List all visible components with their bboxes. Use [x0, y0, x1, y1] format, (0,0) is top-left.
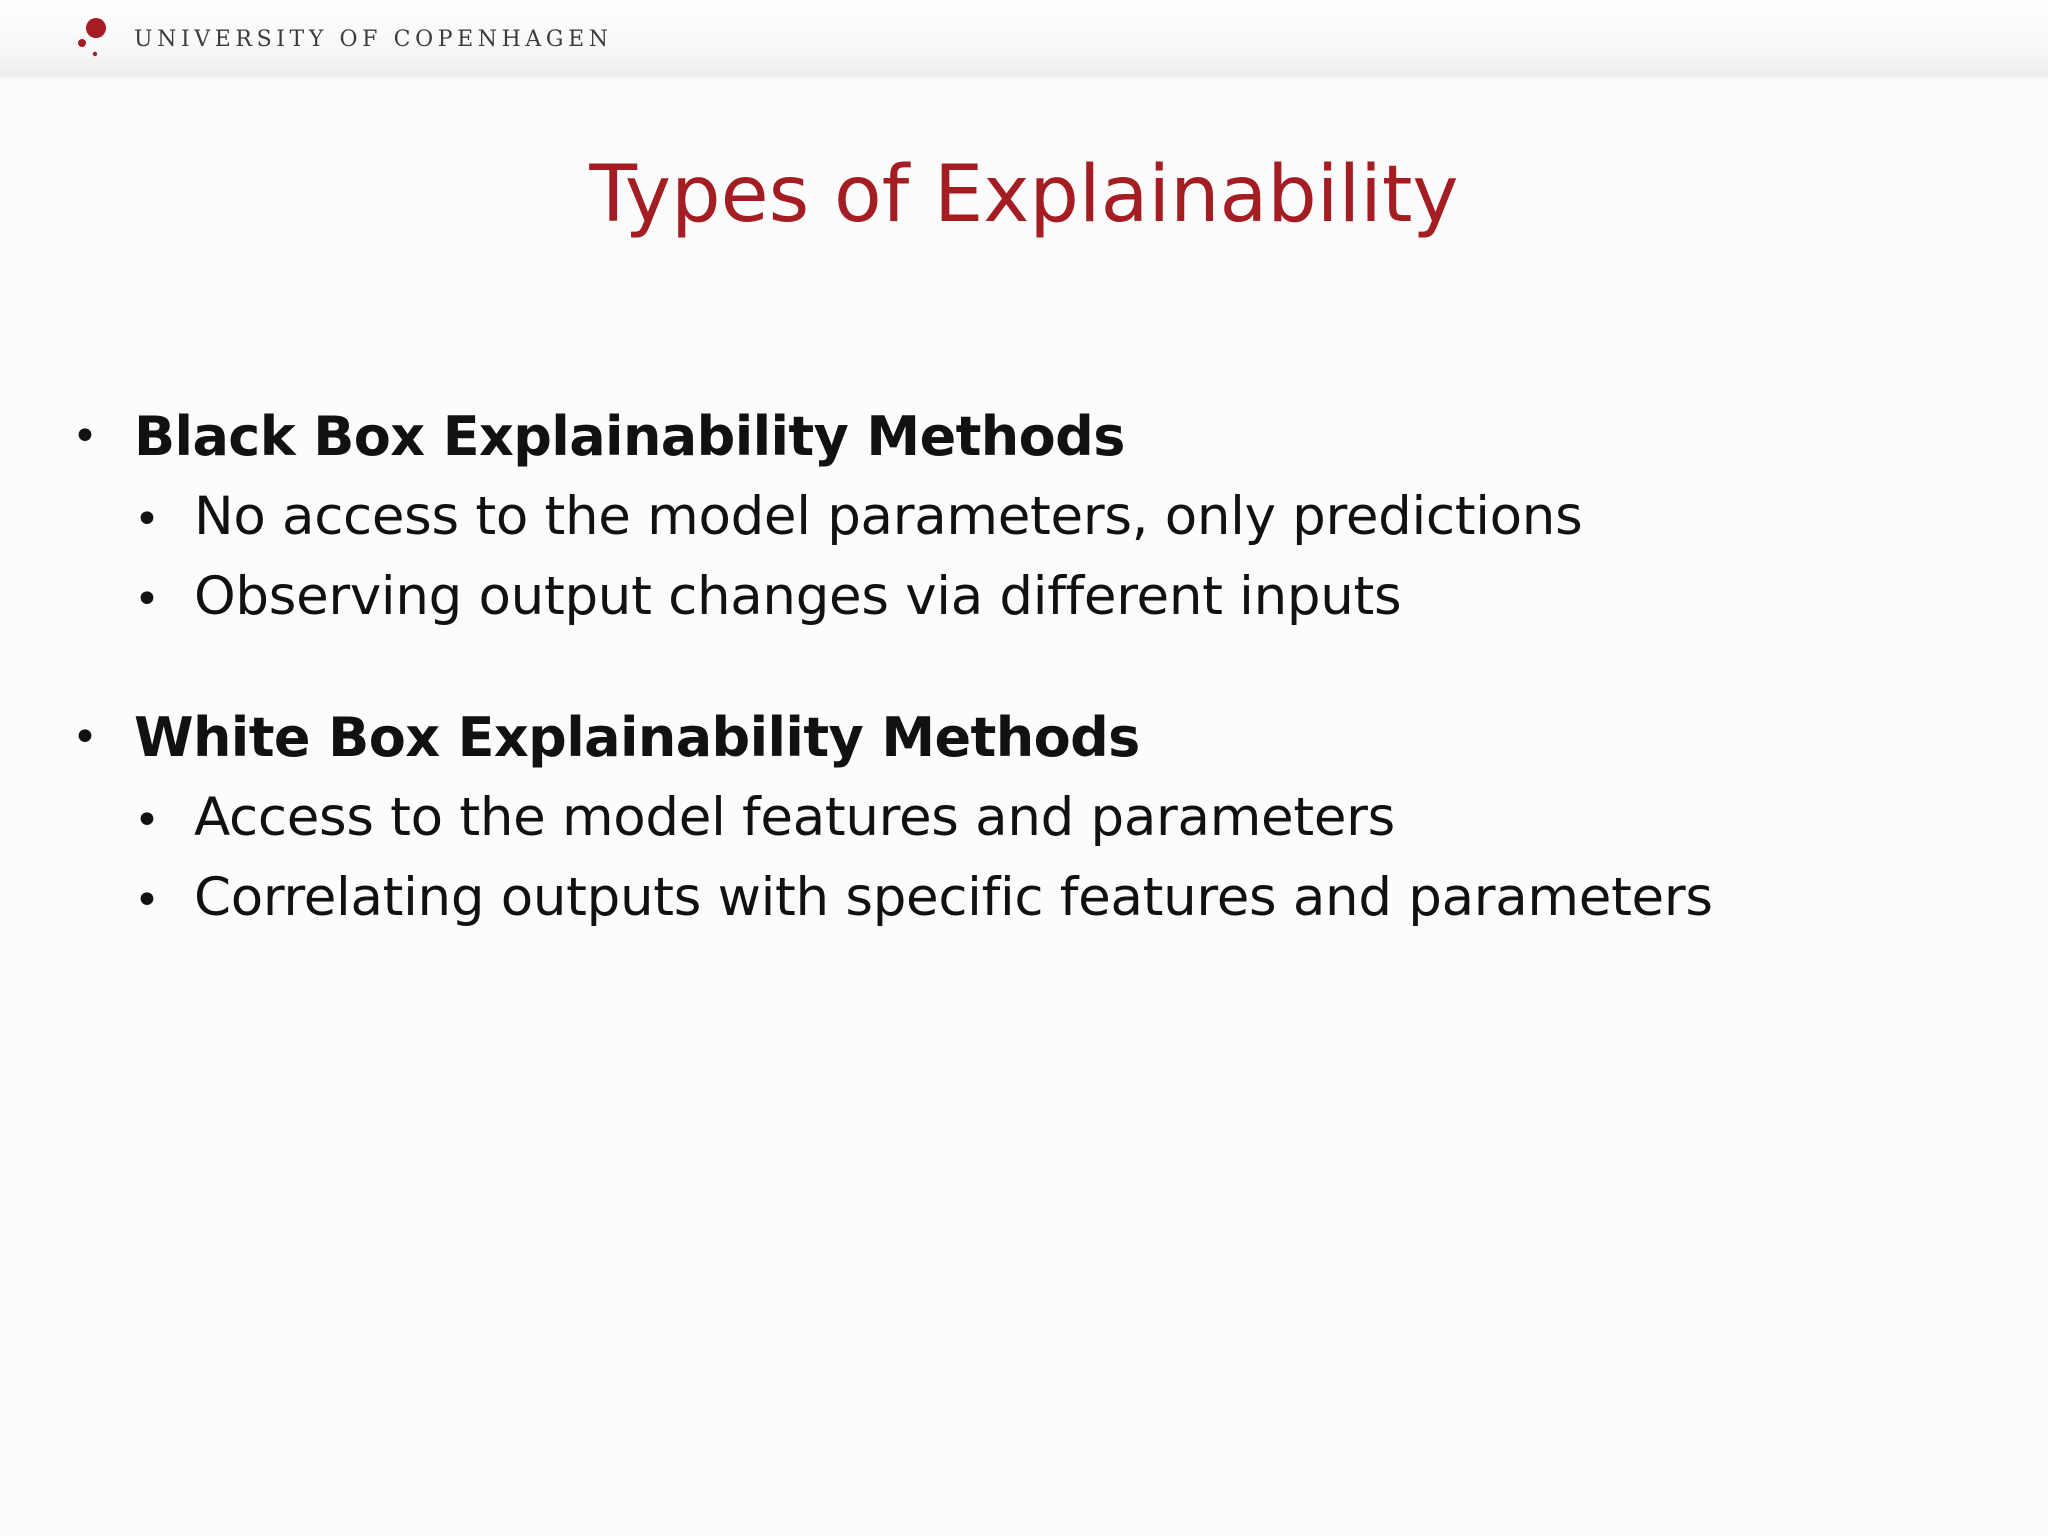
list-item-text: Correlating outputs with specific features and parameters [194, 867, 1713, 928]
bullet-icon: • [134, 795, 160, 846]
list-item-text: No access to the model parameters, only predictions [194, 486, 1583, 547]
list-item-text: Access to the model features and parameters [194, 787, 1395, 848]
slide-title: Types of Explainability [589, 150, 1459, 240]
bullet-icon: • [134, 574, 160, 625]
section-heading: Black Box Explainability Methods [134, 405, 1125, 468]
list-item-text: Observing output changes via different inputs [194, 566, 1402, 627]
university-name: UNIVERSITY OF COPENHAGEN [134, 27, 613, 52]
section-heading: White Box Explainability Methods [134, 706, 1140, 769]
slide-header [0, 0, 2048, 76]
bullet-icon: • [134, 494, 160, 545]
ku-seal-dots-icon [76, 16, 112, 60]
bullet-icon: • [134, 875, 160, 926]
bullet-icon: • [72, 411, 98, 462]
bullet-icon: • [72, 712, 98, 763]
